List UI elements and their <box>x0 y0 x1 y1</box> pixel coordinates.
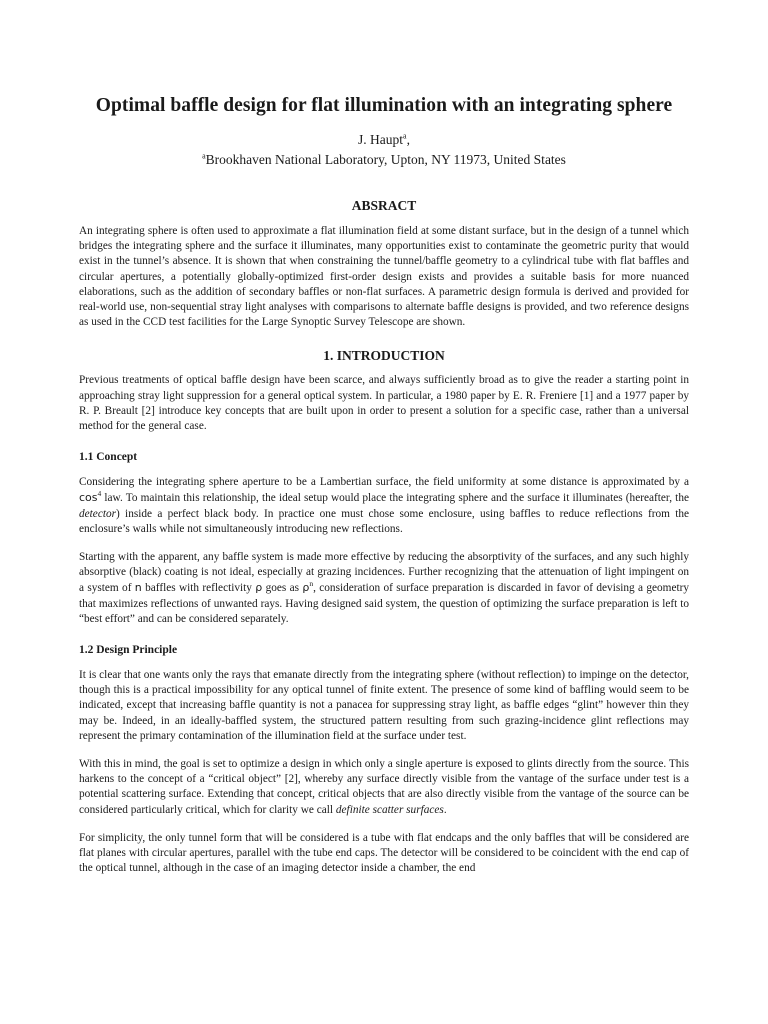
rho-power-exponent: n <box>309 579 314 589</box>
affiliation-line <box>79 151 689 168</box>
introduction-text: Previous treatments of optical baffle design have been scarce, and always sufficiently broad as to give the reader a starting point in approaching stray light suppression for a general optical system. In particular, a 1980 paper by E. R. Freniere [1] and a 1977 paper by R. P. Breault [2] introduce key concepts that are built upon in order to present a solution for a specific case, rather than a universal method for the general case. <box>79 374 689 433</box>
concept-paragraph-2 <box>79 550 689 627</box>
concept-p2-text-a: Starting with the apparent, any baffle system is made more effective by reducing the absorptivity of the surfaces, and any such highly absorptive (black) coating is not ideal, especially at grazing incidences. Further recognizing that the attenuation of light impingent on a system of <box>79 551 689 595</box>
design-p2-text-b: . <box>443 803 447 816</box>
definite-scatter-term: definite scatter surfaces <box>335 803 444 816</box>
author-name: J. Haupt <box>358 132 404 147</box>
concept-p2-text-c: goes as <box>262 582 303 595</box>
concept-p2-text-d: , consideration of surface preparation is discarded in favor of devising a geometry that maximizes reflections of unwanted rays. Having designed said system, the question of optimizing the surface preparation is left to “best effort” and can be considered separately. <box>79 582 690 625</box>
n-symbol: n <box>134 581 142 595</box>
rho-symbol: ρ <box>255 581 263 595</box>
concept-heading: 1.1 Concept <box>79 451 138 464</box>
abstract-text: An integrating sphere is often used to approximate a flat illumination field at some distant surface, but in the design of a tunnel which bridges the integrating sphere and the surface it illuminates, many opportunities exist to contaminate the geometric purity that would exist in the tunnel’s absence. It is shown that when constraining the tunnel/baffle geometry to a cylindrical tube with flat baffles and circular apertures, a potentially globally-optimized first-order design exists and provides a suitable basis for more nuanced elaborations, such as the addition of secondary baffles or non-flat surfaces. A parametric design formula is derived and provided for real-world use, non-sequential stray light analyses with comparisons to alternate baffle designs is provided, and two reference designs as used in the CCD test facilities for the Large Synoptic Survey Telescope are shown. <box>79 225 689 329</box>
affiliation-mark: a <box>202 151 206 161</box>
concept-paragraph-1 <box>79 475 689 537</box>
design-paragraph-1: It is clear that one wants only the rays that emanate directly from the integrating sphere (without reflection) to impinge on the detector, though this is a practical impossibility for any optical tunnel of finite extent. The presence of some kind of baffling would seem to be indicated, except that increasing baffle quantity is not a panacea for suppressing stray light, as baffle edges “glint” however thin they may be. Indeed, in an ideally-baffled system, the structured pattern resulting from such grazing-incidence glint reflections may represent the primary contamination of the illumination field at the surface under test. <box>79 669 689 742</box>
design-principle-heading: 1.2 Design Principle <box>79 644 178 657</box>
paper-title: Optimal baffle design for flat illumination with an integrating sphere <box>95 95 673 116</box>
concept-p1-text-a: Considering the integrating sphere aperture to be a Lambertian surface, the field uniformity at some distance is approximated by a <box>79 476 689 489</box>
concept-p1-text-b: law. To maintain this relationship, the ideal setup would place the integrating sphere and the surface it illuminates (hereafter, the <box>101 492 689 505</box>
author-suffix: , <box>406 132 410 147</box>
rho-power-base: ρ <box>302 581 310 595</box>
design-paragraph-3: For simplicity, the only tunnel form that will be considered is a tube with flat endcaps and the only baffles that will be considered are flat planes with circular apertures, parallel with the tube end caps. The detector will be considered to be coincident with the end cap of the optical tunnel, although in the case of an imaging detector inside a chamber, the end <box>79 831 689 875</box>
abstract-heading: ABSRACT <box>351 198 417 213</box>
design-p2-text-a: With this in mind, the goal is set to optimize a design in which only a single aperture is exposed to glints directly from the source. This harkens to the concept of a “critical object” [2], whereby any surface directly visible from the vantage of the surface under test is a potential scattering surface. Extending that concept, critical objects that are also directly visible from the vantage of the source can be considered particularly critical, which for clarity we call <box>79 758 689 816</box>
cos-exponent: 4 <box>97 489 102 499</box>
affiliation-text: Brookhaven National Laboratory, Upton, NY 11973, United States <box>205 152 566 167</box>
cos-math: cos <box>79 491 98 505</box>
detector-term: detector <box>79 507 117 520</box>
concept-p1-text-c: ) inside a perfect black body. In practice one must chose some enclosure, using baffles to reduce reflections from the enclosure’s walls while not simultaneously introducing new reflections. <box>79 507 689 535</box>
introduction-heading: 1. INTRODUCTION <box>323 348 445 364</box>
author-affil-mark: a <box>403 131 407 141</box>
author-line <box>79 131 689 148</box>
concept-p2-text-b: baffles with reflectivity <box>141 582 256 595</box>
design-paragraph-2 <box>79 757 689 818</box>
